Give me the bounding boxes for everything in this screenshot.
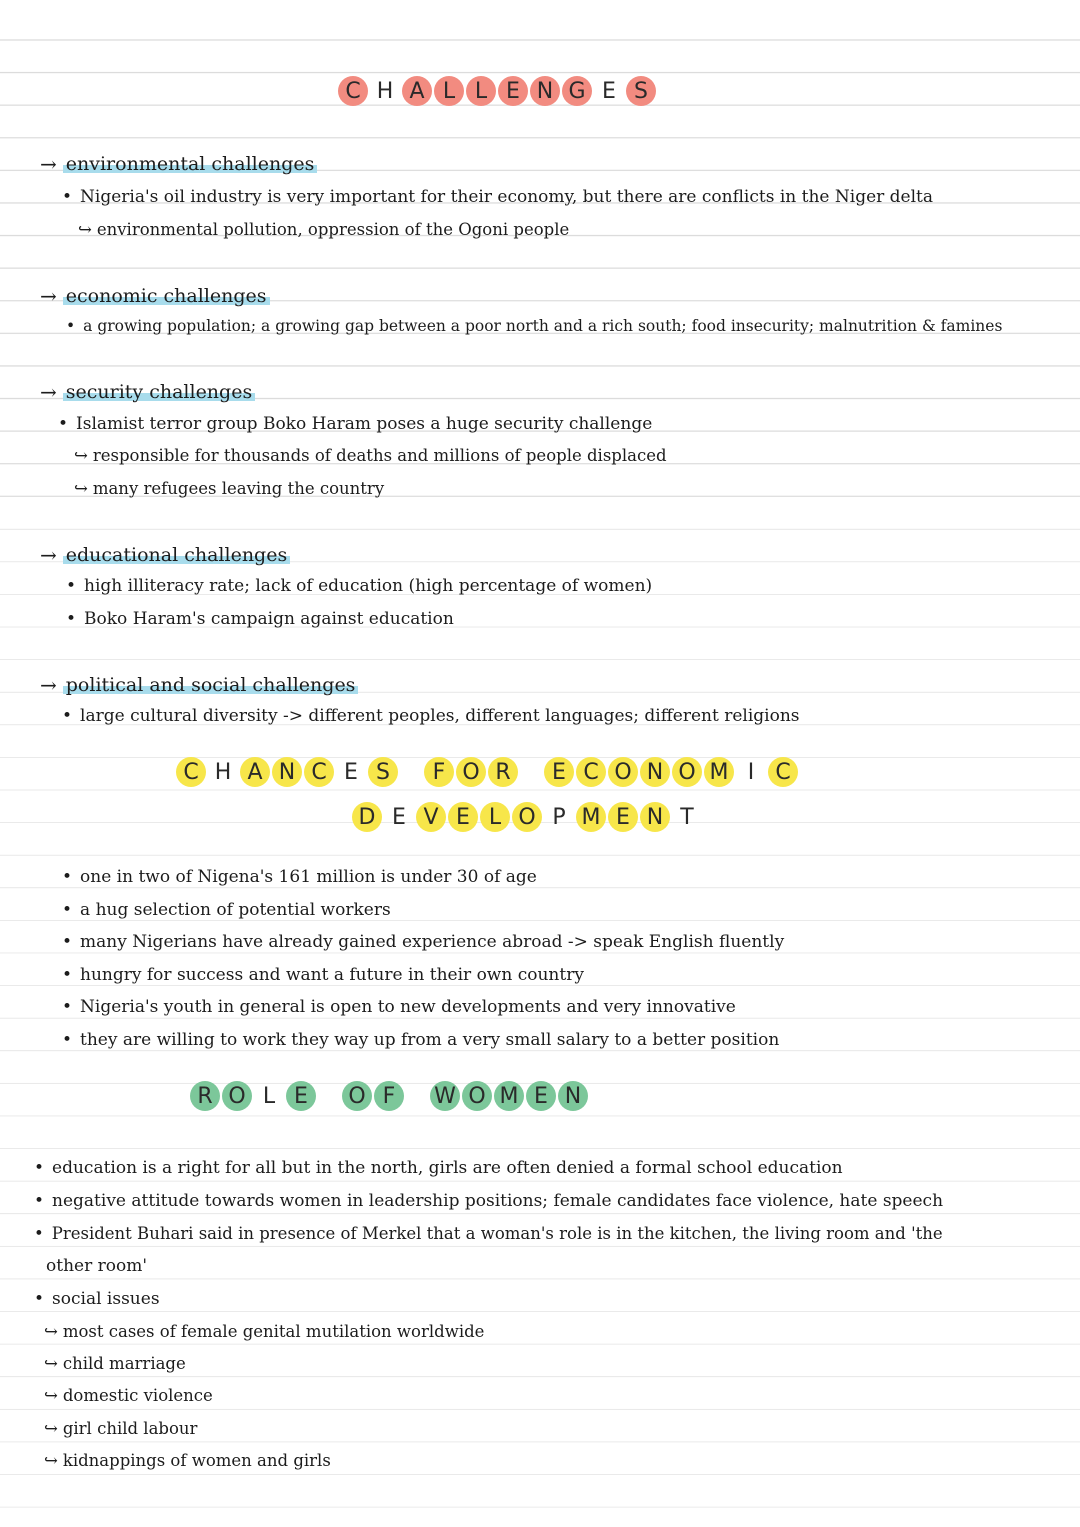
title-letter: L xyxy=(480,802,510,832)
women-bullet-3: • President Buhari said in presence of Merkel that a woman's role is in the kitchen, the living room and 'the xyxy=(34,1224,943,1243)
title-letter: N xyxy=(272,757,302,787)
title-letter: E xyxy=(526,1081,556,1111)
chances-bullet-2: • a hug selection of potential workers xyxy=(62,900,391,920)
title-letter: O xyxy=(608,757,638,787)
title-letter: E xyxy=(286,1081,316,1111)
title-letter: M xyxy=(704,757,734,787)
women-sub-2: ↪ child marriage xyxy=(44,1354,186,1373)
arrow-icon: → xyxy=(40,380,57,404)
title-letter: C xyxy=(304,757,334,787)
chances-bullet-4: • hungry for success and want a future in their own country xyxy=(62,965,584,985)
title-letter: E xyxy=(544,757,574,787)
title-letter: G xyxy=(562,76,592,106)
title-letter: S xyxy=(368,757,398,787)
pol-bullet-1: • large cultural diversity -> different peoples, different languages; different religions xyxy=(62,706,800,726)
return-arrow-icon: ↪ xyxy=(44,1451,58,1470)
title-letter: E xyxy=(608,802,638,832)
heading-educational: → educational challenges xyxy=(40,543,290,567)
title-letter: C xyxy=(576,757,606,787)
title-letter: E xyxy=(602,78,616,104)
title-letter: W xyxy=(430,1081,460,1111)
title-challenges xyxy=(338,76,658,106)
return-arrow-icon: ↪ xyxy=(78,220,92,239)
heading-economic: → economic challenges xyxy=(40,284,270,308)
title-letter: O xyxy=(456,757,486,787)
sec-sub-2: ↪ many refugees leaving the country xyxy=(74,479,385,498)
title-letter: P xyxy=(552,804,566,830)
women-bullet-1: • education is a right for all but in the north, girls are often denied a formal school education xyxy=(34,1158,843,1178)
title-letter xyxy=(318,1081,340,1111)
title-letter: E xyxy=(392,804,406,830)
return-arrow-icon: ↪ xyxy=(74,446,88,465)
title-letter: N xyxy=(558,1081,588,1111)
title-letter: F xyxy=(424,757,454,787)
title-letter: A xyxy=(402,76,432,106)
arrow-icon: → xyxy=(40,284,57,308)
title-chances-line-2 xyxy=(352,802,704,832)
title-letter: N xyxy=(530,76,560,106)
title-letter: E xyxy=(344,759,358,785)
title-letter: H xyxy=(376,78,394,104)
title-letter: H xyxy=(214,759,232,785)
sec-sub-1: ↪ responsible for thousands of deaths and millions of people displaced xyxy=(74,446,667,465)
title-letter: T xyxy=(680,804,694,830)
women-bullet-3-cont: other room' xyxy=(46,1256,147,1276)
title-letter: L xyxy=(466,76,496,106)
title-letter: N xyxy=(640,802,670,832)
chances-bullet-6: • they are willing to work they way up from a very small salary to a better position xyxy=(62,1030,779,1050)
title-letter xyxy=(406,1081,428,1111)
title-letter: O xyxy=(512,802,542,832)
arrow-icon: → xyxy=(40,152,57,176)
title-letter: E xyxy=(498,76,528,106)
title-letter: V xyxy=(416,802,446,832)
title-letter: C xyxy=(768,757,798,787)
women-bullet-4: • social issues xyxy=(34,1289,160,1309)
title-letter: R xyxy=(190,1081,220,1111)
heading-environmental: → environmental challenges xyxy=(40,152,317,176)
return-arrow-icon: ↪ xyxy=(44,1322,58,1341)
env-sub-1: ↪ environmental pollution, oppression of the Ogoni people xyxy=(78,220,570,239)
title-letter: M xyxy=(576,802,606,832)
title-role-of-women xyxy=(190,1081,590,1111)
title-letter: L xyxy=(262,1083,276,1109)
title-letter: C xyxy=(338,76,368,106)
title-letter: F xyxy=(374,1081,404,1111)
heading-security: → security challenges xyxy=(40,380,255,404)
heading-political: → political and social challenges xyxy=(40,673,358,697)
edu-bullet-2: • Boko Haram's campaign against education xyxy=(66,609,454,629)
women-sub-3: ↪ domestic violence xyxy=(44,1386,213,1405)
title-letter: O xyxy=(342,1081,372,1111)
arrow-icon: → xyxy=(40,543,57,567)
title-letter: O xyxy=(462,1081,492,1111)
women-sub-5: ↪ kidnappings of women and girls xyxy=(44,1451,331,1470)
women-bullet-2: • negative attitude towards women in leadership positions; female candidates face violence, hate speech xyxy=(34,1191,943,1211)
title-letter xyxy=(400,757,422,787)
title-chances-line-1 xyxy=(176,757,800,787)
women-sub-1: ↪ most cases of female genital mutilation worldwide xyxy=(44,1322,485,1341)
title-letter: E xyxy=(448,802,478,832)
title-letter: C xyxy=(176,757,206,787)
title-letter: M xyxy=(494,1081,524,1111)
title-letter: O xyxy=(222,1081,252,1111)
title-letter: A xyxy=(240,757,270,787)
title-letter: D xyxy=(352,802,382,832)
eco-bullet-1: • a growing population; a growing gap between a poor north and a rich south; food insecurity; malnutrition & famines xyxy=(66,317,1002,335)
title-letter xyxy=(520,757,542,787)
return-arrow-icon: ↪ xyxy=(74,479,88,498)
chances-bullet-1: • one in two of Nigena's 161 million is under 30 of age xyxy=(62,867,537,887)
women-sub-4: ↪ girl child labour xyxy=(44,1419,198,1438)
return-arrow-icon: ↪ xyxy=(44,1386,58,1405)
title-letter: S xyxy=(626,76,656,106)
title-letter: O xyxy=(672,757,702,787)
edu-bullet-1: • high illiteracy rate; lack of education (high percentage of women) xyxy=(66,576,652,596)
sec-bullet-1: • Islamist terror group Boko Haram poses a huge security challenge xyxy=(58,414,652,434)
title-letter: L xyxy=(434,76,464,106)
chances-bullet-3: • many Nigerians have already gained experience abroad -> speak English fluently xyxy=(62,932,784,952)
return-arrow-icon: ↪ xyxy=(44,1354,58,1373)
chances-bullet-5: • Nigeria's youth in general is open to new developments and very innovative xyxy=(62,997,736,1017)
title-letter: N xyxy=(640,757,670,787)
env-bullet-1: • Nigeria's oil industry is very important for their economy, but there are conflicts in the Niger delta xyxy=(62,187,933,207)
arrow-icon: → xyxy=(40,673,57,697)
title-letter: I xyxy=(747,759,755,785)
return-arrow-icon: ↪ xyxy=(44,1419,58,1438)
title-letter: R xyxy=(488,757,518,787)
